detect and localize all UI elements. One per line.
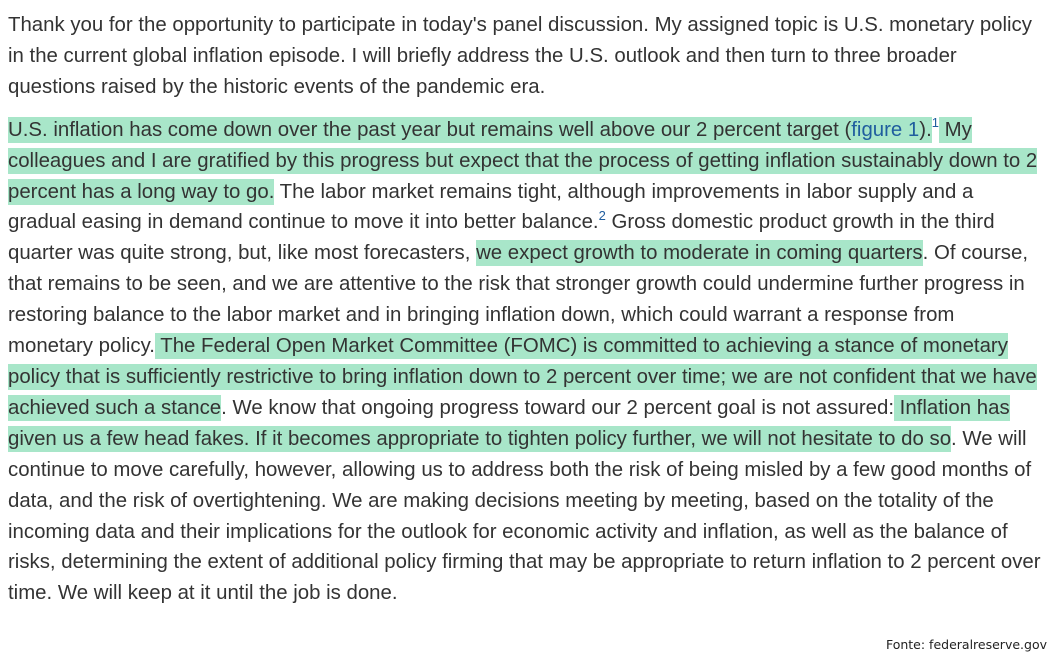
highlight-head-fakes: Inflation has given us a few head fakes. If it becomes appropriate to tighten policy further, we will not hesitate to do so [8, 396, 1010, 450]
highlight-text-b: ). [919, 118, 932, 141]
footnote-1[interactable] [932, 115, 939, 130]
main-paragraph [8, 115, 1044, 610]
footnote-1-link[interactable]: 1 [931, 114, 939, 130]
highlight-text-a: U.S. inflation has come down over the past year but remains well above our 2 percent target ( [8, 118, 852, 141]
text-gdp-growth: Gross domestic product growth in the third quarter was quite strong, but, like most forecasters, [8, 211, 995, 265]
intro-paragraph: Thank you for the opportunity to participate in today's panel discussion. My assigned topic is U.S. monetary policy in the current global inflation episode. I will briefly address the U.S. outlook and then turn to three broader questions raised by the historic events of the pandemic era. [8, 14, 1032, 98]
figure-1-link[interactable]: figure 1 [851, 118, 920, 141]
text-labor-market: The labor market remains tight, although improvements in labor supply and a gradual easing in demand continue to move it into better balance. [8, 180, 974, 234]
text-progress-not-assured: . We know that ongoing progress toward our 2 percent goal is not assured: [221, 396, 895, 419]
highlight-growth-moderate: we expect growth to moderate in coming quarters [476, 242, 923, 265]
highlight-inflation-down [8, 117, 932, 143]
text-attentive-risk: . Of course, that remains to be seen, and we are attentive to the risk that stronger growth could undermine further progress in restoring balance to the labor market and in bringing inflation down, which could warrant a response from monetary policy. [8, 242, 1029, 358]
footnote-2-link[interactable]: 2 [598, 207, 606, 223]
source-caption: Fonte: federalreserve.gov [885, 637, 1047, 652]
text-continue-carefully: . We will continue to move carefully, however, allowing us to address both the risk of being misled by a few good months of data, and the risk of overtightening. We are making decisions meeting by meeting, based on the totality of the incoming data and their implications for the outlook for economic activity and inflation, as well as the balance of risks, determining the extent of additional policy firming that may be appropriate to return inflation to 2 percent over time. We will keep at it until the job is done. [8, 427, 1041, 605]
footnote-2[interactable] [599, 208, 606, 223]
highlight-fomc-committed: The Federal Open Market Committee (FOMC) is committed to achieving a stance of monetary policy that is sufficiently restrictive to bring inflation down to 2 percent over time; we are not confident that we have achieved such a stance [8, 335, 1037, 419]
highlight-long-way: My colleagues and I are gratified by this progress but expect that the process of getting inflation sustainably down to 2 percent has a long way to go. [8, 118, 1038, 203]
